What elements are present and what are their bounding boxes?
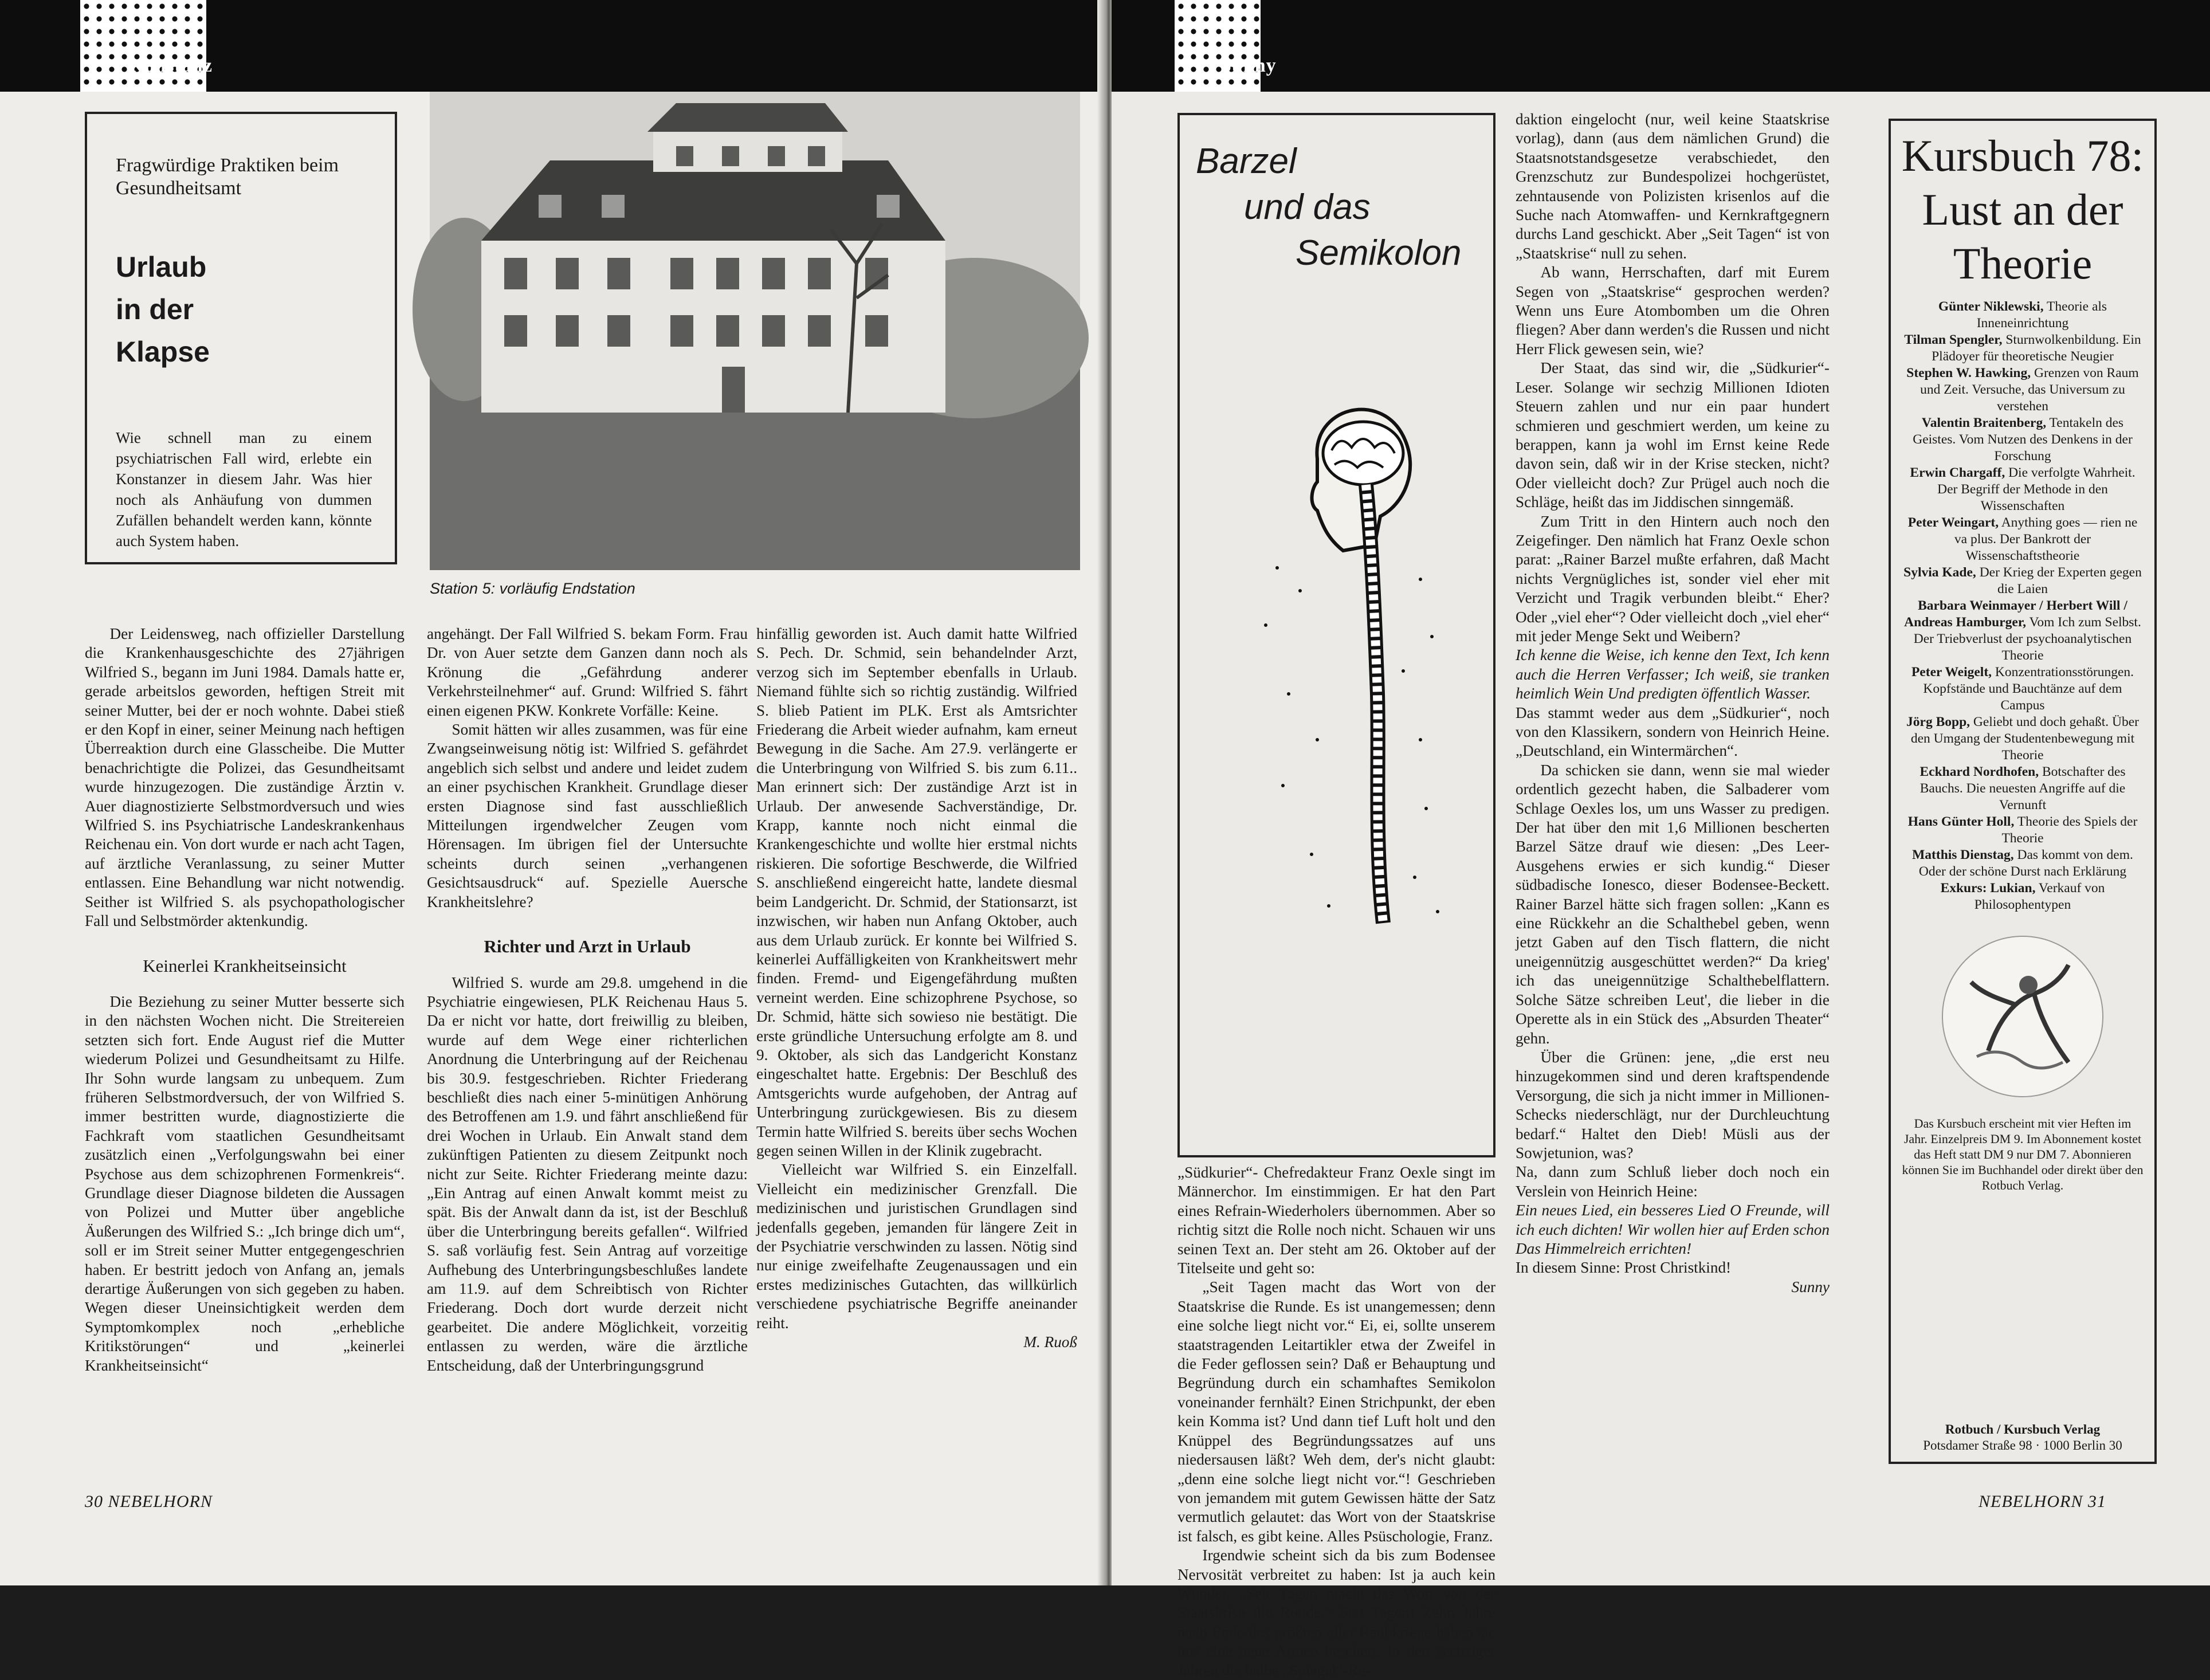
paragraph: Irgendwie scheint sich da bis zum Bodensee Nervosität verbreitet zu haben: Ist ja auch kein Wunder. „Seit Tagen macht das Wort von der Staatskrise die Runde.“ Seit Tagen! Zehn Jahre nach Ende des größten aller Raubkriege haben sie uns eine neue Armee beschert, in den sechziger Jahren die halbe „Spiegel“-Re- (1177, 1546, 1495, 1679)
dot-pattern-decoration (80, 0, 206, 92)
title-line-3: Semikolon (1296, 233, 1462, 273)
title-illustration-box (1177, 113, 1495, 1157)
paragraph: Der Staat, das sind wir, die „Südkurier“-Leser. Solange wir sechzig Millionen Idioten Steuern zahlen und nur ein paar hundert schmieren und geschmiert werden, um keine zu berappen, kann ja wohl im Ernst keine Rede davon sein, daß wir in der Krise stecken, nicht? Oder vielleicht doch? Zur Prügel auch noch die Schläge, heißt das im Jiddischen sinngemäß. (1516, 359, 1830, 511)
subheading: Richter und Arzt in Urlaub (484, 936, 691, 957)
ad-subscription-info: Das Kursbuch erscheint mit vier Heften im Jahr. Einzelpreis DM 9. Im Abonnement kostet das Heft statt DM 9 nur DM 7. Abonnieren können Sie im Buchhandel oder direkt über den Rotbuch Verlag. (1902, 1116, 2144, 1192)
list-item: Matthis Dienstag, Das kommt von dem. Oder der schöne Durst nach Erklärung (1912, 847, 2133, 879)
left-page (0, 0, 1103, 1585)
paragraph: Der Leidensweg, nach offizieller Darstellung die Krankenhausgeschichte des 27jährigen Wilfried S., begann im Juni 1984. Damals hatte er, gerade arbeitslos geworden, heftigen Streit mit seiner Mutter, bei der er noch wohnte. Dabei stieß er den Kopf in einer, seiner Meinung nach heftigen Überreaktion durch eine Glasscheibe. Die Mutter benachrichtigte die Polizei, das Gesundheitsamt wurde hinzugezogen. Die zuständige Ärztin v. Auer diagnostizierte Selbstmordversuch und wies Wilfried S. ins Psychiatrische Landeskrankenhaus Reichenau ein. Von dort wurde er nach acht Tagen, auf ärztliche Veranlassung, zu seiner Mutter entlassen. Eine Behandlung war nicht notwendig. Seither ist Wilfried S. als psychopathologischer Fall und Selbstmörder aktenkundig. (85, 625, 405, 930)
paragraph: angehängt. Der Fall Wilfried S. bekam Form. Frau Dr. von Auer setzte dem Ganzen dann noch als Krönung die „Gefährdung anderer Verkehrsteilnehmer“ auf. Grund: Wilfried S. fährt einen eigenen PKW. Konkrete Vorfälle: Keine. (427, 625, 748, 719)
intro-box (85, 112, 397, 564)
paragraph: „Seit Tagen macht das Wort von der Staatskrise die Runde. Es ist unangemessen; denn eine solche liegt nicht vor.“ Ei, ei, sollte unserem staatstragenden Leitartikler etwa der Zweifel in die Feder geflossen sein? Daß er Behauptung und Begründung durch ein schamhaftes Semikolon voneinander fernhält? Einen Strichpunkt, der eben kein Komma ist? Und dann tief Luft holt und den Knüppel des Begründungssatzes auf uns niedersausen läßt? Weh dem, der's nicht glaubt: „denn eine solche liegt nicht vor.“! Geschrieben von jemandem mit gutem Gewissen hätte der Satz vermutlich gelautet: das Wort von der Staatskrise ist falsch, es gibt keine. Alles Psüschologie, Franz. (1177, 1278, 1495, 1545)
list-item: Exkurs: Lukian, Verkauf von Philosophentypen (1940, 881, 2105, 912)
list-item: Erwin Chargaff, Die verfolgte Wahrheit. Der Begriff der Methode in den Wissenschaften (1910, 465, 2136, 513)
header-band (1112, 0, 2210, 92)
paragraph: Somit hätten wir alles zusammen, was für eine Zwangseinweisung nötig ist: Wilfried S. gefährdet angeblich sich selbst und andere und leidet zudem an einer psychischen Krankheit. Grundlage dieser ersten Diagnose sind fast ausschließlich Mitteilungen irgendwelcher Zeugen vom Hörensagen. Im übrigen fiel der Untersuchte scheints durch seinen „verhangenen Gesichtsausdruck“ auf. Spezielle Auersche Krankheitslehre? (427, 721, 748, 910)
title-line-2: und das (1244, 187, 1371, 227)
page-number: 30 NEBELHORN (85, 1492, 213, 1511)
article-headline: Urlaub in der Klapse (116, 251, 210, 368)
author-signature: M. Ruoß (1023, 1333, 1077, 1351)
right-page (1112, 0, 2210, 1679)
section-label: Sunny (1220, 55, 1277, 76)
list-item: Sylvia Kade, Der Krieg der Experten gegen die Laien (1903, 565, 2142, 596)
dot-pattern-decoration (1175, 0, 1261, 92)
building-photo-drawing (430, 92, 1080, 570)
article-kicker: Fragwürdige Praktiken beim Gesundheitsamt (116, 155, 339, 199)
heine-verse: Ein neues Lied, ein besseres Lied O Freunde, will ich euch dichten! Wir wollen hier auf Erden schon Das Himmelreich errichten! (1516, 1202, 1830, 1257)
list-item: Valentin Braitenberg, Tentakeln des Geistes. Vom Nutzen des Denkens in der Forschung (1913, 415, 2133, 464)
article-column-2 (427, 625, 748, 1375)
engraving-illustration (1937, 931, 2109, 1102)
list-item: Eckhard Nordhofen, Botschafter des Bauchs. Die neuesten Angriffe auf die Vernunft (1919, 764, 2126, 812)
list-item: Tilman Spengler, Sturnwolkenbildung. Ein Plädoyer für theoretische Neugier (1904, 332, 2141, 364)
paragraph: „Südkurier“- Chefredakteur Franz Oexle singt im Männerchor. Im einstimmigen. Er hat den Part eines Refrain-Wiederholers übernommen. Aber so richtig sitzt die Rolle noch nicht. Schauen wir uns seinen Text an. Der steht am 26. Oktober auf der Titelseite und geht so: (1177, 1164, 1495, 1277)
paragraph: Vielleicht war Wilfried S. ein Einzelfall. Vielleicht ein medizinischer Grenzfall. Die medizinischen und juristischen Grundlagen sind jedenfalls gegeben, jemanden für längere Zeit in der Psychiatrie verschwinden zu lassen. Nötig sind nur einige zweifelhafte Zeugenaussagen und ein erstes medizinisches Gutachten, das willkürlich verschiedene psychiatrische Begriffe aneinander reiht. (756, 1161, 1077, 1332)
list-item: Hans Günter Holl, Theorie des Spiels der Theorie (1907, 814, 2138, 846)
paragraph: Wilfried S. wurde am 29.8. umgehend in die Psychiatrie eingewiesen, PLK Reichenau Haus 5. Da er nicht vor hatte, dort freiwillig zu bleiben, wurde auf dem Wege einer richterlichen Anordnung die Unterbringung auf der Reichenau bis 30.9. festgeschrieben. Richter Friederang beschließt dies nach einer 5-minütigen Anhörung des Betroffenen am 1.9. und fährt anschließend für drei Wochen in Urlaub. Ein Anwalt stand dem zukünftigen Patienten zu diesem Zeitpunkt noch nicht zur Seite. Richter Friederang meinte dazu: „Ein Antrag auf einen Anwalt kommt meist zu spät. Bis der Anwalt dann da ist, ist der Beschluß über die Unterbringung bereits gefallen“. Wilfried S. saß vorläufig fest. Sein Antrag auf vorzeitige Aufhebung des Unterbringungsbeschlußes landete am 11.9. auf dem Schreibtisch von Richter Friederang. Doch dort wurde derzeit nicht gearbeitet. Die andere Möglichkeit, vorzeitig entlassen zu werden, wäre die ärztliche Entscheidung, daß der Unterbringungsgrund (427, 974, 748, 1374)
paragraph: Die Beziehung zu seiner Mutter besserte sich in den nächsten Wochen nicht. Die Streitereien setzten sich fort. Ende August rief die Mutter wiederum Polizei und Gesundheitsamt zu Hilfe. Ihr Sohn wurde langsam zu unbequem. Zum früheren Selbstmordversuch, der von Wilfried S. immer bestritten wurde, diagnostizierte die Fachkraft vom staatlichen Gesundheitsamt zusätzlich einen „Verfolgungswahn bei einer Psychose aus dem schizophrenen Formenkreis“. Grundlage dieser Diagnose bildeten die Aussagen von Polizei und Mutter über angebliche Äußerungen des Wilfried S.: „Ich bringe dich um“, soll er im Streit seiner Mutter entgegengeschrien haben. Er bestritt jedoch von Anfang an, jemals derartige Äußerungen von sich gegeben zu haben. Wegen dieser Uneinsichtigkeit werden dem Symptomkomplex noch „erhebliche Kritikstörungen“ und „keinerlei Krankheitseinsicht“ (85, 992, 405, 1374)
paragraph: Ab wann, Herrschaften, darf mit Eurem Segen von „Staatskrise“ gesprochen werden? Wenn uns Eure Atombomben um die Ohren fliegen? Aber dann werden's die Russen und nicht Herr Flick gewesen sein, wie? (1516, 264, 1830, 358)
section-label: Konstanz (129, 55, 213, 76)
head-spine-illustration (1231, 373, 1461, 946)
list-item: Peter Weingart, Anything goes — rien ne va plus. Der Bankrott der Wissenschaftstheorie (1907, 515, 2138, 563)
subheading: Keinerlei Krankheitseinsicht (143, 955, 347, 976)
paragraph: hinfällig geworden ist. Auch damit hatte Wilfried S. Pech. Dr. Schmid, sein behandelnder Arzt, verzog sich im September ebenfalls in Urlaub. Niemand fühlte sich so richtig zuständig. Wilfried S. blieb Patient im PLK. Erst als Amtsrichter Friederang die Arbeit wieder aufnahm, kam erneut Bewegung in die Sache. Am 27.9. verlängerte er die Unterbringung von Wilfried S. bis zum 6.11.. Man erinnert sich: Der zuständige Arzt ist in Urlaub. Der anwesende Sachverständige, Dr. Krapp, kannte noch nicht einmal die Krankengeschichte und wollte hier erstmal nichts riskieren. Die sofortige Beschwerde, die Wilfried S. anschließend eingereicht hatte, landete diesmal beim Landgericht. Dr. Schmid, der Stationsarzt, ist inzwischen, wir haben nun Anfang Oktober, auch aus dem Urlaub zurück. Er konnte bei Wilfried S. keinerlei Auffälligkeiten von Krankheitswert mehr finden. Fremd- und Eigengefährdung mußten verneint werden. Eine schizophrene Psychose, so Dr. Schmid, hätte sich sowieso nie bestätigt. Die erste gründliche Untersuchung erfolgte am 8. und 9. Oktober, als sich das Landgericht Konstanz eingeschaltet hatte. Ergebnis: Der Beschluß des Amtsgerichts wurde aufgehoben, der Antrag auf Unterbringung zurückgewiesen. Bis zu diesem Termin hatte Wilfried S. bereits über sechs Wochen gegen seinen Willen in der Klinik zugebracht. (756, 625, 1077, 1159)
title-line-1: Barzel (1196, 142, 1297, 181)
article-column-1 (1177, 1163, 1495, 1680)
article-lede: Wie schnell man zu einem psychiatrischen Fall wird, erlebte ein Konstanzer in diesem Jahr. Was hier noch als Anhäufung von dummen Zufällen behandelt werden kann, könnte auch System haben. (116, 429, 372, 549)
paragraph: Na, dann zum Schluß lieber doch noch ein Verslein von Heinrich Heine: (1516, 1163, 1830, 1200)
ad-title: Kursbuch 78: Lust an der Theorie (1901, 131, 2144, 288)
paragraph: Das stammt weder aus dem „Südkurier“, noch von den Klassikern, sondern von Heinrich Heine. „Deutschland, ein Wintermärchen“. (1516, 704, 1830, 760)
paragraph: In diesem Sinne: Prost Christkind! (1516, 1259, 1732, 1277)
article-column-1 (85, 625, 405, 1375)
paragraph: Über die Grünen: jene, „die erst neu hinzugekommen sind und deren kraftspendende Versorgung, die sich ja nicht immer in Millionen-Schecks niederschlägt, nur der Durchleuchtung bedarf.“ Haltet den Dieb! Müsli aus der Sowjetunion, was? (1516, 1048, 1830, 1161)
paragraph: daktion eingelocht (nur, weil keine Staatskrise vorlag), dann (aus dem nämlichen Grund) die Staatsnotstandsgesetze verabschiedet, den Grenzschutz zur Bundespolizei hochgerüstet, zehntausende von Polizisten krisenlos auf die Suche nach Atomwaffen- und Kernkraftgegnern durchs Land geschickt. Aber „Seit Tagen“ ist von „Staatskrise“ null zu sehen. (1516, 111, 1830, 262)
ad-contents-list (1901, 299, 2144, 913)
paragraph: Da schicken sie dann, wenn sie mal wieder ordentlich gezecht haben, die Salbaderer vom Schlage Oexles los, um uns Wasser zu predigen. Der hat über den mit 1,6 Millionen bescherten Barzel Sätze drauf wie diesen: „Des Leer-Ausgehens erwies er sich kundig.“ Dieser südbadische Ionesco, dieser Bodensee-Beckett. Rainer Barzel hätte sich fragen sollen: „Kann es eine Rückkehr an die Schalthebel geben, wenn jetzt Gaben auf den Tisch flattern, die nicht uneigennützig ausgeschüttet werden?“ Da krieg' ich das uneigennützige Schalthebelflattern. Solche Sätze schreiben Leut', die lieber in die Operette als in ein Stück des „Absurden Theater“ gehn. (1516, 761, 1830, 1047)
list-item: Peter Weigelt, Konzentrationsstörungen. Kopfstände und Bauchtänze auf dem Campus (1911, 665, 2134, 713)
photo-caption: Station 5: vorläufig Endstation (430, 580, 635, 597)
building-photo (430, 92, 1080, 570)
article-column-3 (756, 625, 1077, 1352)
paragraph: Zum Tritt in den Hintern auch noch den Zeigefinger. Den nämlich hat Franz Oexle schon parat: „Rainer Barzel mußte erfahren, daß Macht nichts Vergnügliches ist, sonder viel eher mit Verzicht und Tragik verbunden bleibt.“ Eher? Oder „viel eher“? Oder vielleicht doch „viel eher“ mit jeder Menge Sekt und Weibern? (1516, 512, 1830, 645)
list-item: Stephen W. Hawking, Grenzen von Raum und Zeit. Versuche, das Universum zu verstehen (1906, 366, 2139, 414)
heine-quote: Ich kenne die Weise, ich kenne den Text, Ich kenn auch die Herren Verfasser; Ich weiß, sie tranken heimlich Wein Und predigten öffentlich Wasser. (1516, 646, 1830, 702)
list-item: Barbara Weinmayer / Herbert Will / Andreas Hamburger, Vom Ich zum Selbst. Der Triebverlust der psychoanalytischen Theorie (1904, 598, 2141, 663)
list-item: Jörg Bopp, Geliebt und doch gehaßt. Über den Umgang der Studentenbewegung mit Theorie (1906, 715, 2139, 763)
author-signature: Sunny (1791, 1278, 1830, 1296)
kursbuch-advertisement (1889, 119, 2157, 1464)
article-column-2 (1516, 110, 1830, 1297)
list-item: Günter Niklewski, Theorie als Inneneinrichtung (1938, 299, 2107, 331)
ad-publisher: Rotbuch / Kursbuch Verlag Potsdamer Straße 98 · 1000 Berlin 30 (1923, 1422, 2122, 1453)
page-number: NEBELHORN 31 (1979, 1492, 2106, 1511)
